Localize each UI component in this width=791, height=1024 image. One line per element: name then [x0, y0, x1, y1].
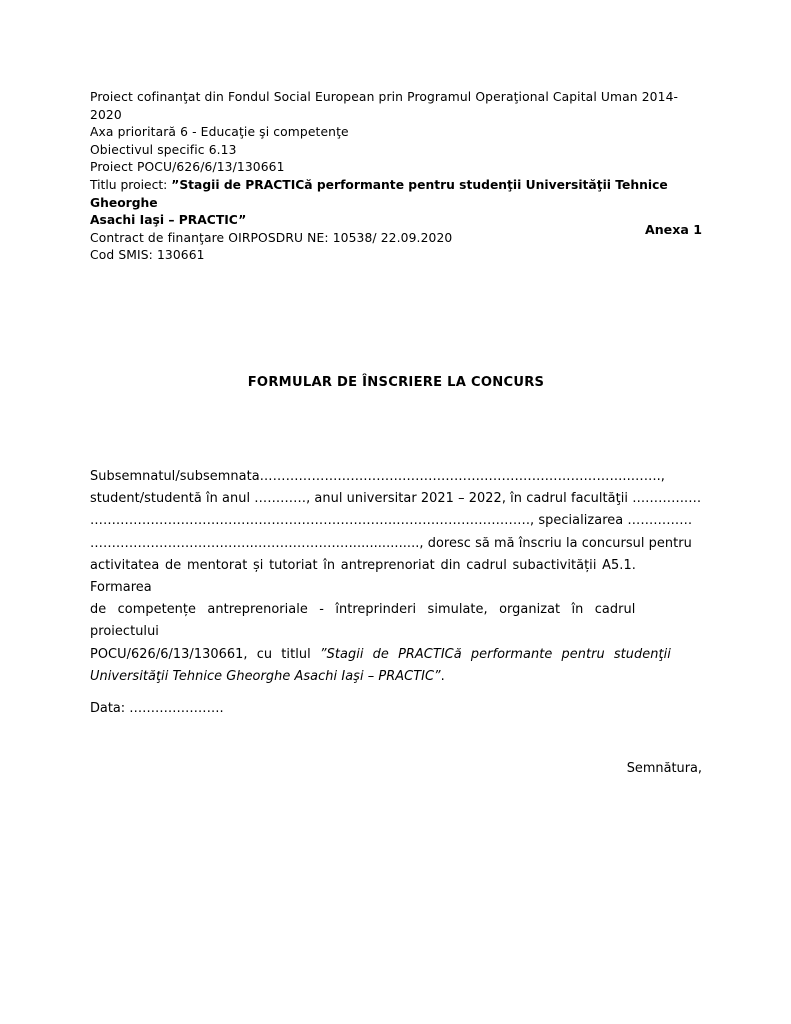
body-line-titlu-italic-part1: ”Stagii de PRACTICă performante pentru studenţii	[319, 646, 671, 662]
header-line-cod-smis: Cod SMIS: 130661	[90, 248, 205, 263]
body-line-subsemnatul: Subsemnatul/subsemnata…………………………………………………………………………..…….,	[90, 469, 665, 484]
body-line-specializarea: ……………………………………………………………..…………………………., specializarea ……………	[90, 513, 693, 529]
body-line-titlu-italic-part2: Universităţii Tehnice Gheorghe Asachi Iaşi – PRACTIC”	[90, 668, 441, 684]
date-field-label: Data: ………………….	[90, 701, 224, 716]
header-line-cod-proiect: Proiect POCU/626/6/13/130661	[90, 160, 285, 175]
form-title: FORMULAR DE ÎNSCRIERE LA CONCURS	[247, 375, 545, 390]
header-line-contract: Contract de finanţare OIRPOSDRU NE: 10538/ 22.09.2020	[90, 230, 453, 245]
body-line-activitate-mentorat: activitatea de mentorat și tutoriat în antreprenoriat din cadrul subactivității A5.1. Formarea	[90, 557, 636, 596]
header-line-obiectiv-specific: Obiectivul specific 6.13	[90, 142, 237, 157]
body-line-cod-proiect-titlu	[90, 644, 702, 666]
signature-field-label: Semnătura,	[626, 761, 702, 776]
body-line-competente-antreprenoriale: de competențe antreprenoriale - întreprinderi simulate, organizat în cadrul proiectului	[90, 602, 636, 640]
body-line-student-an: student/studentă în anul …………, anul universitar 2021 – 2022, în cadrul facultăţii ………….…	[90, 491, 702, 507]
body-line-doresc-inscriu: ………………………………..……………….…................., doresc să mă înscriu la concursul pentru	[90, 535, 692, 551]
header-project-title-value-line1: ”Stagii de PRACTICă performante pentru studenţii Universităţii Tehnice Gheorghe	[90, 177, 668, 210]
header-line-axa-prioritara: Axa prioritară 6 - Educaţie şi competenţe	[90, 125, 349, 140]
body-line-cod-proiect-prefix: POCU/626/6/13/130661, cu titlul	[90, 646, 320, 662]
body-line-final-period: .	[440, 668, 445, 684]
header-project-title-value-line2: Asachi Iaşi – PRACTIC”	[90, 213, 247, 228]
header-project-title-label: Titlu proiect:	[90, 177, 172, 192]
annex-label: Anexa 1	[644, 222, 702, 237]
body-line-titlu-continuare	[90, 666, 702, 688]
header-line-cofinantare: Proiect cofinanţat din Fondul Social European prin Programul Operaţional Capital Uman 2014-2020	[90, 90, 679, 122]
form-body-paragraph	[90, 466, 702, 688]
